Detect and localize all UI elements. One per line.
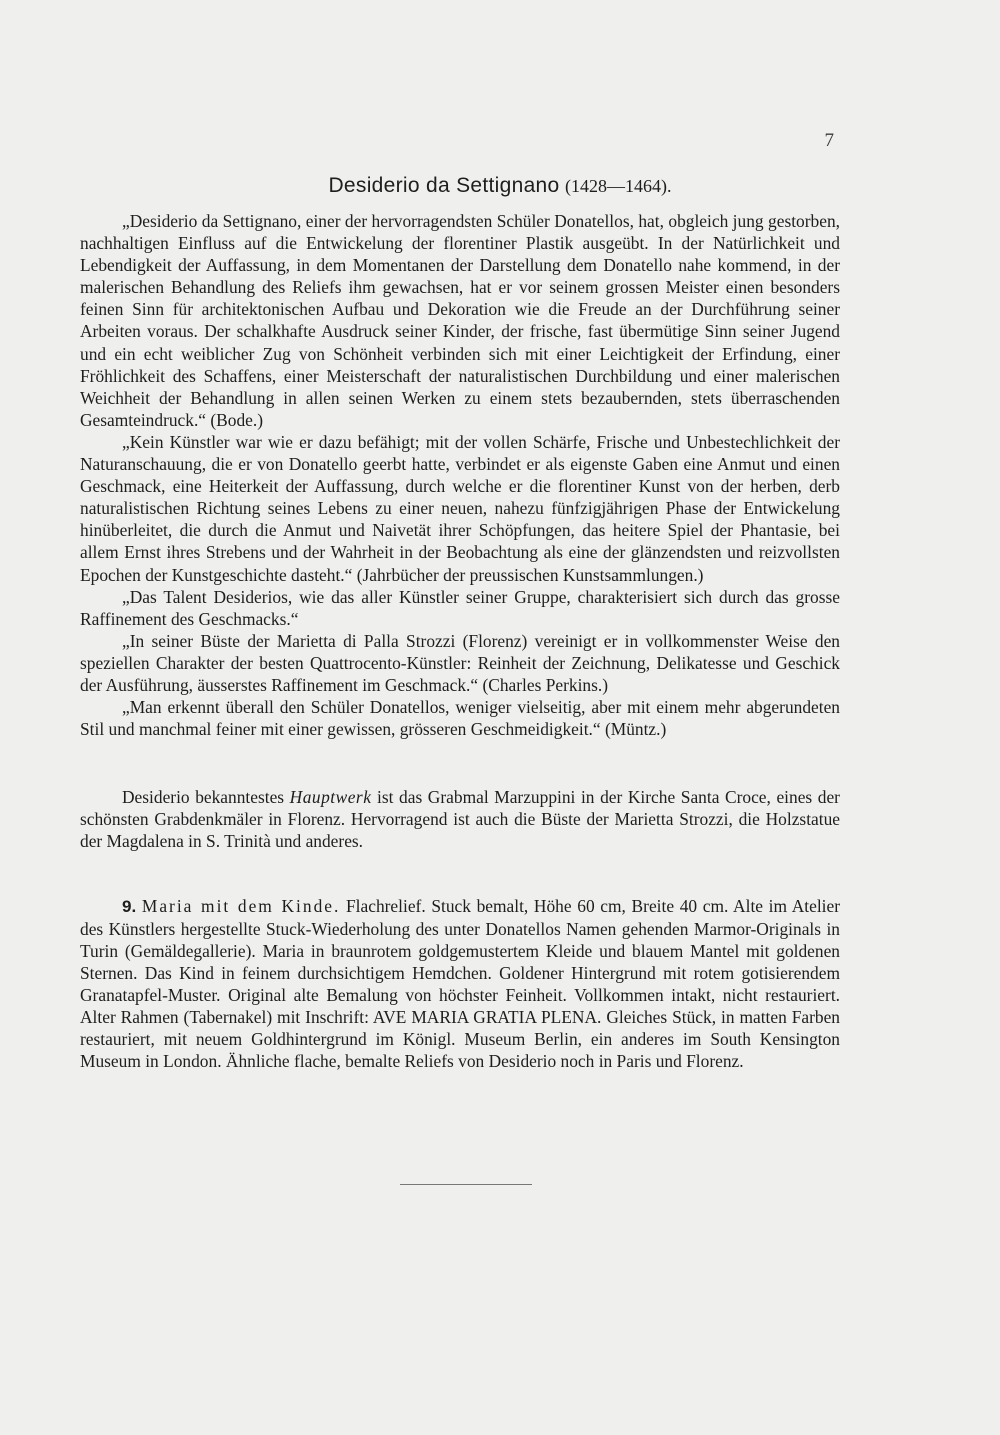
main-work-italic: Hauptwerk <box>289 787 372 808</box>
main-work-before: Desiderio bekanntestes <box>122 787 290 808</box>
item-number: 9. <box>122 896 137 916</box>
spacer <box>80 740 840 786</box>
item-title: Maria mit dem Kinde. <box>141 895 341 916</box>
end-rule <box>400 1184 532 1185</box>
artist-name: Desiderio da Settignano <box>328 174 560 197</box>
item-text: Flachrelief. Stuck bemalt, Höhe 60 cm, Breite 40 cm. Alte im Atelier des Künstlers hergestellte Stuck-Wiederholung des unter Donatellos Namen gehenden Marmor-Originals in Turin (Gemäldegallerie). Maria in braunrotem goldgemustertem Kleide und blauem Mantel mit goldenen Sternen. Das Kind in feinem durchsichtigem Hemdchen. Goldener Hintergrund mit rotem gotisierendem Granatapfel-Muster. Original alte Bemalung von höchster Feinheit. Vollkommen intakt, nicht restauriert. Alter Rahmen (Tabernakel) mit Inschrift: AVE MARIA GRATIA PLENA. Gleiches Stück, in matten Farben restauriert, mit neuem Goldhintergrund im Königl. Museum Berlin, ein anderes im South Kensington Museum in London. Ähnliche flache, bemalte Reliefs von Desiderio noch in Paris und Florenz. <box>80 895 840 1072</box>
quote-talent: „Das Talent Desiderios, wie das aller Künstler seiner Gruppe, charakterisiert sich durch das grosse Raffinement des Geschmacks.“ <box>80 586 840 629</box>
quote-jahrbuecher: „Kein Künstler war wie er dazu befähigt; mit der vollen Schärfe, Frische und Unbestechlichkeit der Naturanschauung, die er von Donatello geerbt hatte, verbindet er als eigenste Gaben eine Anmut und einen Geschmack, eine Heiterkeit der Auffassung, durch welche er die florentiner Kunst von der herben, derb naturalistischen Richtung seines Lebens zu einer neuen, nahezu fünfzigjährigen Phase der Entwickelung hinüberleitet, die durch die Anmut und Naivetät ihrer Schöpfungen, das heitere Spiel der Phantasie, bei allem Ernst ihres Strebens und der Wahrheit in der Beobachtung als eine der glänzendsten und reizvollsten Epochen der Kunstgeschichte dasteht.“ (Jahrbücher der preussischen Kunstsammlungen.) <box>80 431 840 585</box>
section-heading <box>0 172 1000 198</box>
quote-perkins: „In seiner Büste der Marietta di Palla Strozzi (Florenz) vereinigt er in vollkommenster Weise den speziellen Charakter der besten Quattrocento-Künstler: Reinheit der Zeichnung, Delikatesse und Geschick der Ausführung, äusserstes Raffinement im Geschmack.“ (Charles Perkins.) <box>80 630 840 695</box>
catalog-item-9 <box>80 895 840 1073</box>
main-work-after: ist das Grabmal Marzuppini in der Kirche Santa Croce, eines der schönsten Grabdenkmäler in Florenz. Hervorragend ist auch die Büste der Marietta Strozzi, die Holzstatue der Magdalena in S. Trinità und anderes. <box>80 787 840 852</box>
main-work-paragraph <box>80 786 840 852</box>
spacer <box>80 853 840 895</box>
page-body <box>80 210 840 1072</box>
page-number: 7 <box>824 130 834 151</box>
quote-muentz: „Man erkennt überall den Schüler Donatellos, weniger vielseitig, aber mit einem mehr abgerundeten Stil und manchmal feiner mit einer gewissen, grösseren Geschmeidigkeit.“ (Müntz.) <box>80 697 840 740</box>
artist-dates: (1428—1464). <box>565 176 672 196</box>
quote-bode: „Desiderio da Settignano, einer der hervorragendsten Schüler Donatellos, hat, obgleich jung gestorben, nachhaltigen Einfluss auf die Entwickelung der florentiner Plastik ausgeübt. In der Natürlichkeit und Lebendigkeit der Auffassung, in dem Momentanen der Darstellung dem Donatello nahe kommend, in der malerischen Behandlung des Reliefs ihm gewachsen, hat er vor seinem grossen Meister einen besonders feinen Sinn für architektonischen Aufbau und Dekoration wie die Freude an der Durchführung seiner Arbeiten voraus. Der schalkhafte Ausdruck seiner Kinder, der frische, fast übermütige Sinn seiner Jugend und ein echt weiblicher Zug von Schönheit verbinden sich mit einer Leichtigkeit der Erfindung, einer Fröhlichkeit des Schaffens, einer Meisterschaft der naturalistischen Durchbildung und einer malerischen Weichheit der Behandlung in allen seinen Werken zu einem stets bezaubernden, stets überraschenden Gesamteindruck.“ (Bode.) <box>80 211 840 430</box>
